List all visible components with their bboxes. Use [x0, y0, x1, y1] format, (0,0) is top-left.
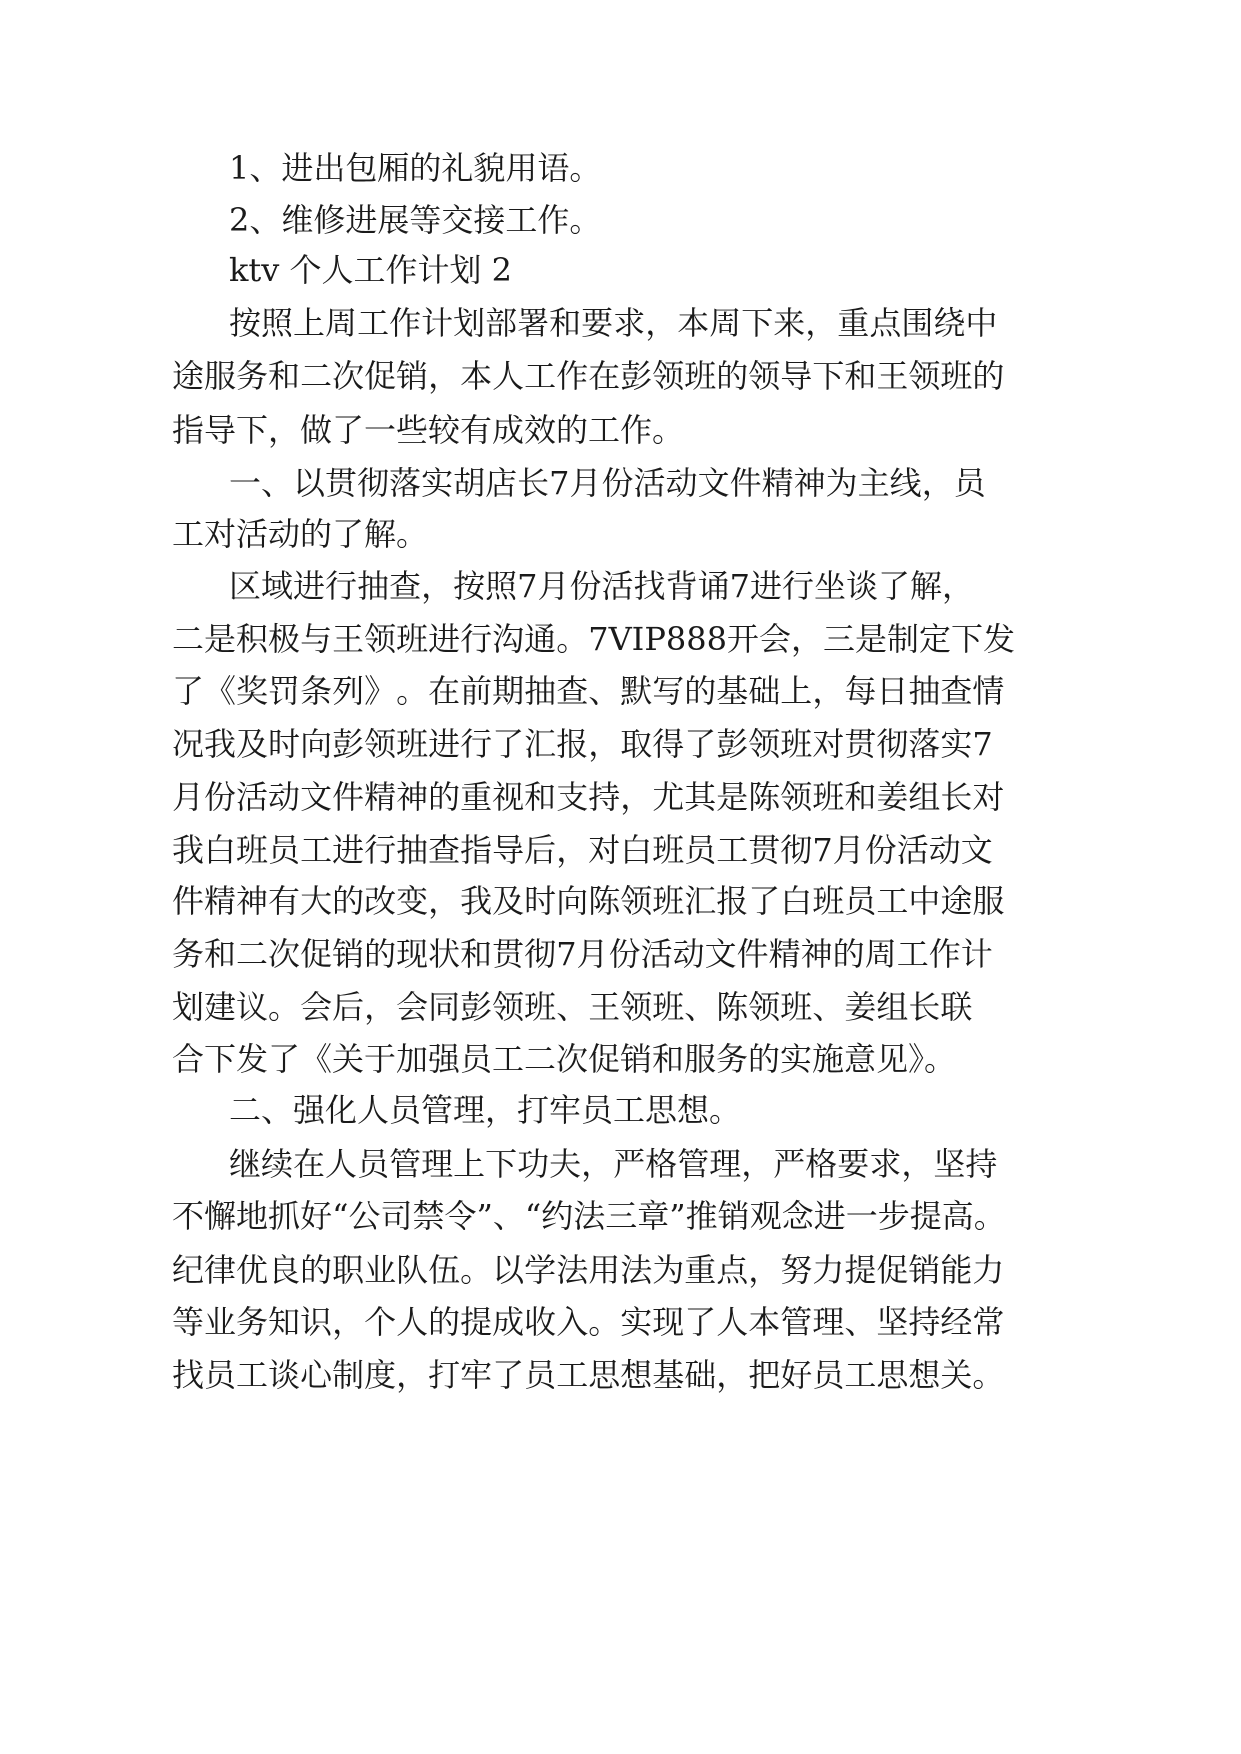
text-line: 按 照 上 周 工 作 计 划 部 署 和 要 求 ， 本 周 下 来 ， 重 点 围 绕 中 [229, 304, 998, 342]
text-line: 指导下，做了一些较有成效的工作。 [172, 411, 685, 449]
text-line: 1、进出包厢的礼貌用语。 [229, 149, 602, 187]
text-line: 件 精 神 有 大 的 改 变 ， 我 及 时 向 陈 领 班 汇 报 了 白 班 员 工 中 途 服 [172, 882, 1005, 920]
section-heading: 一 、 以 贯 彻 落 实 胡 店 长 7 月 份 活 动 文 件 精 神 为 主 线 ， 员 [229, 464, 986, 502]
text-line: 2、维修进展等交接工作。 [229, 201, 602, 239]
text-line: 划 建 议 。 会 后 ， 会 同 彭 领 班 、 王 领 班 、 陈 领 班 、 姜 组 长 联 [172, 988, 973, 1026]
text-line: 了 《 奖 罚 条 列 》 。 在 前 期 抽 查 、 默 写 的 基 础 上 ， 每 日 抽 查 情 [172, 672, 1005, 710]
text-line: 务 和 二 次 促 销 的 现 状 和 贯 彻 7 月 份 活 动 文 件 精 神 的 周 工 作 计 [172, 935, 993, 973]
text-line: 工对活动的了解。 [172, 515, 429, 553]
section-heading: 二、强化人员管理，打牢员工思想。 [229, 1091, 742, 1129]
text-line: 合下发了《关于加强员工二次促销和服务的实施意见》。 [172, 1040, 957, 1078]
text-line: 纪 律 优 良 的 职 业 队 伍 。 以 学 法 用 法 为 重 点 ， 努 力 提 促 销 能 力 [172, 1251, 1005, 1289]
section-heading: ktv 个人工作计划 2 [229, 251, 513, 289]
text-line: 月 份 活 动 文 件 精 神 的 重 视 和 支 持 ， 尤 其 是 陈 领 班 和 姜 组 长 对 [172, 778, 1005, 816]
text-line: 我 白 班 员 工 进 行 抽 查 指 导 后 ， 对 白 班 员 工 贯 彻 7 月 份 活 动 文 [172, 831, 993, 869]
text-line: 等 业 务 知 识 ， 个 人 的 提 成 收 入 。 实 现 了 人 本 管 理 、 坚 持 经 常 [172, 1303, 1005, 1341]
text-line: 不 懈 地 抓 好 “ 公 司 禁 令 ” 、 “ 约 法 三 章 ” 推 销 观 念 进 一 步 提 高 。 [172, 1197, 1006, 1235]
text-line: 区 域 进 行 抽 查 ， 按 照 7 月 份 活 找 背 诵 7 进 行 坐 谈 了 解 ， [229, 567, 975, 605]
text-line: 找 员 工 谈 心 制 度 ， 打 牢 了 员 工 思 想 基 础 ， 把 好 员 工 思 想 关 。 [172, 1356, 1005, 1394]
text-line: 继 续 在 人 员 管 理 上 下 功 夫 ， 严 格 管 理 ， 严 格 要 求 ， 坚 持 [229, 1145, 998, 1183]
text-line: 二 是 积 极 与 王 领 班 进 行 沟 通 。 7 V I P 8 8 8 开 会 ， 三 是 制 定 下 发 [172, 620, 1016, 658]
text-line: 途 服 务 和 二 次 促 销 ， 本 人 工 作 在 彭 领 班 的 领 导 下 和 王 领 班 的 [172, 357, 1005, 395]
text-line: 况 我 及 时 向 彭 领 班 进 行 了 汇 报 ， 取 得 了 彭 领 班 对 贯 彻 落 实 7 [172, 725, 993, 763]
